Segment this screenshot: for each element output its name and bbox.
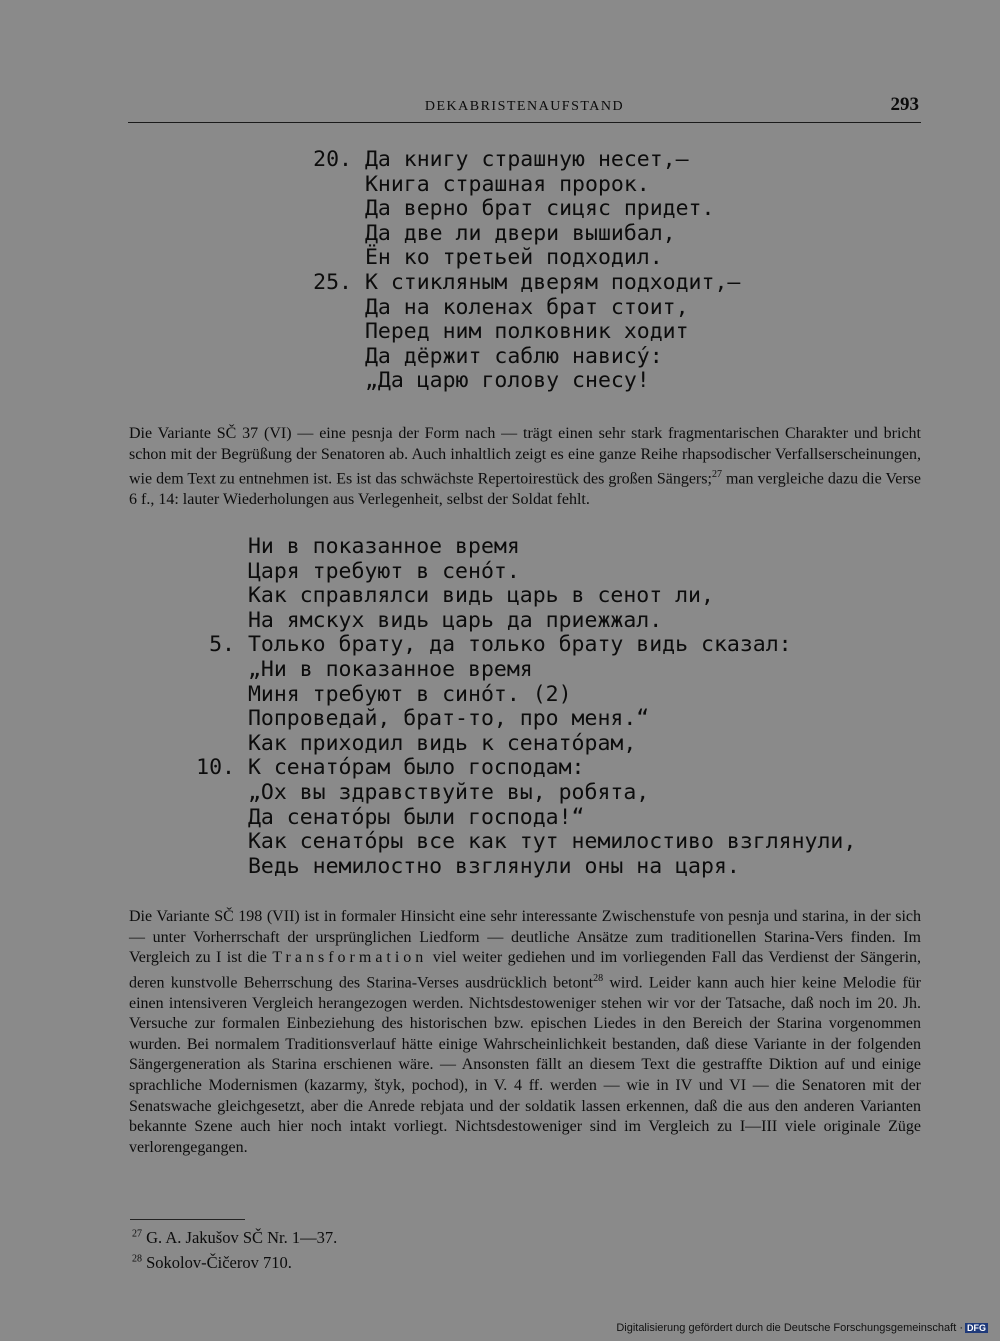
poem-excerpt-2: [188, 535, 856, 879]
verse-text: Как сенатóры все как тут немилостиво взглянули,: [247, 829, 857, 855]
verse-text: Да на коленах брат стоит,: [364, 294, 689, 320]
verse-line: [305, 345, 740, 370]
verse-text: На ямскух видь царь да приежжал.: [247, 607, 663, 633]
verse-text: Ён ко третьей подходил.: [364, 245, 663, 271]
verse-text: „Да царю голову снесу!: [364, 368, 650, 394]
verse-line: [188, 683, 856, 708]
verse-text: Ни в показанное время: [247, 534, 520, 559]
verse-line: [305, 369, 740, 394]
page-number: 293: [890, 94, 919, 115]
verse-number: 10.: [196, 755, 235, 781]
paragraph-text: Die Variante SČ 37 (VI) — eine pesnja der Form nach — trägt einen sehr stark fragmentarischen Charakter und bricht schon mit der Begrüßung der Senatoren ab. Auch inhaltlich zeigt es eine ganze Reihe rhapsodischer Verfallserscheinungen, wie dem Text zu entnehmen ist. Es ist das schwächste Repertoirestück des großen Sängers;: [129, 425, 921, 488]
footnote-number: 28: [132, 1253, 142, 1265]
verse-line: [188, 535, 856, 560]
verse-line: [188, 658, 856, 683]
verse-line: [305, 246, 740, 271]
running-title: DEKABRISTENAUFSTAND: [424, 99, 625, 114]
verse-line: [188, 806, 856, 831]
running-head: [128, 96, 921, 123]
paragraph-text-mid: viel weiter gediehen und im vorliegenden Fall das Verdienst der Sängerin, deren kunstvolle Beherrschung des Starina-Verses ausdrücklich betont: [129, 949, 922, 992]
footnote-text: Sokolov-Čičerov 710.: [142, 1253, 292, 1272]
paragraph-text: Die Variante SČ 198 (VII) ist in formaler Hinsicht eine sehr interessante Zwischenstufe von pesnja und starina, in der sich — unter Vorherrschaft der ursprünglichen Liedform — deutliche Ansätze zum traditionellen Starina-Vers finden. Im Vergleich zu I ist die: [129, 908, 921, 967]
footnote-27: [132, 1228, 337, 1248]
paragraph-text-tail: wird. Leider kann auch hier keine Melodie für einen intensiveren Vergleich herangezogen werden. Nichtsdestoweniger stehen wir vor der Tatsache, daß noch im 20. Jh. Versuche zur formalen Einbeziehung des historischen bzw. epischen Liedes in den Bereich der Starina vorgenommen wurden. Bei normalem Traditionsverlauf hätte einige Wahrscheinlichkeit bestanden, daß diese Variante in der folgenden Sängergeneration als Starina erschienen wäre. — Ansonsten fällt an diesem Text die gestraffte Diktion auf und einige sprachliche Modernismen (kazarmy, štyk, pochod), in V. 4 ff. werden — wie in IV und VI — die Senatoren mit der Senatswache gleichgesetzt, aber die Anrede rebjata und der soldatik lassen erkennen, daß die aus den anderen Varianten bekannte Szene auch hier noch intakt vorliegt. Nichtsdestoweniger sind im Vergleich zu I—III viele originale Züge verlorengegangen.: [129, 974, 921, 1156]
verse-line: [305, 197, 740, 222]
verse-line: [188, 756, 856, 781]
verse-line: [188, 830, 856, 855]
verse-line: [188, 781, 856, 806]
verse-number: 5.: [209, 632, 235, 658]
verse-text: К стикляным дверям подходит,—: [364, 269, 741, 295]
verse-line: [305, 173, 740, 198]
footnote-28: [132, 1253, 292, 1273]
paragraph-text-tail: man vergleiche dazu die Verse 6 f., 14: lauter Wiederholungen aus Verlegenheit, selbst der Soldat fehlt.: [129, 470, 922, 509]
credit-text: Digitalisierung gefördert durch die Deutsche Forschungsgemeinschaft ·: [616, 1322, 963, 1334]
verse-line: [305, 296, 740, 321]
verse-text: Да книгу страшную несет,—: [364, 147, 689, 172]
digitization-credit: [616, 1322, 988, 1334]
verse-text: „Ох вы здравствуйте вы, робята,: [247, 779, 650, 805]
verse-number: 25.: [313, 269, 352, 295]
verse-line: [188, 609, 856, 634]
footnote-number: 27: [132, 1228, 142, 1240]
verse-line: [188, 732, 856, 757]
verse-line: [188, 560, 856, 585]
dfg-logo: DFG: [967, 1323, 986, 1333]
verse-text: Как приходил видь к сенатóрам,: [247, 730, 637, 756]
verse-line: [305, 222, 740, 247]
verse-text: К сенатóрам было господам:: [247, 755, 585, 781]
verse-text: Перед ним полковник ходит: [364, 319, 689, 345]
verse-text: Попроведай, брат-то, про меня.“: [247, 706, 650, 732]
verse-text: Да сенатóры были господа!“: [247, 804, 585, 830]
verse-text: Царя требуют в сенóт.: [247, 558, 520, 584]
verse-line: [188, 584, 856, 609]
verse-text: Миня требуют в синóт. (2): [247, 681, 572, 707]
verse-line: [188, 633, 856, 658]
verse-text: Книга страшная пророк.: [364, 171, 650, 197]
verse-text: Да верно брат сицяс придет.: [364, 196, 715, 222]
verse-line: [188, 707, 856, 732]
verse-text: Да дёржит саблю нависý:: [364, 343, 663, 369]
footnote-text: G. A. Jakušov SČ Nr. 1—37.: [142, 1228, 338, 1247]
verse-text: „Ни в показанное время: [247, 656, 533, 682]
paragraph-variant-vi: [129, 424, 921, 511]
verse-line: [305, 148, 740, 173]
verse-text: Да две ли двери вышибал,: [364, 220, 676, 246]
footnote-ref-28[interactable]: 28: [593, 972, 604, 984]
verse-number: 20.: [313, 147, 352, 172]
emphasized-word: Transformation: [272, 949, 428, 967]
verse-text: Только брату, да только брату видь сказал:: [247, 632, 792, 658]
verse-text: Как справлялси видь царь в сенот ли,: [247, 583, 714, 609]
poem-excerpt-1: [305, 148, 740, 394]
verse-line: [305, 320, 740, 345]
verse-line: [188, 855, 856, 880]
footnote-ref-27[interactable]: 27: [711, 469, 722, 481]
footnote-divider: [130, 1219, 245, 1220]
paragraph-variant-vii: [129, 907, 921, 1158]
verse-text: Ведь немилостно взглянули оны на царя.: [247, 853, 740, 879]
verse-line: [305, 271, 740, 296]
